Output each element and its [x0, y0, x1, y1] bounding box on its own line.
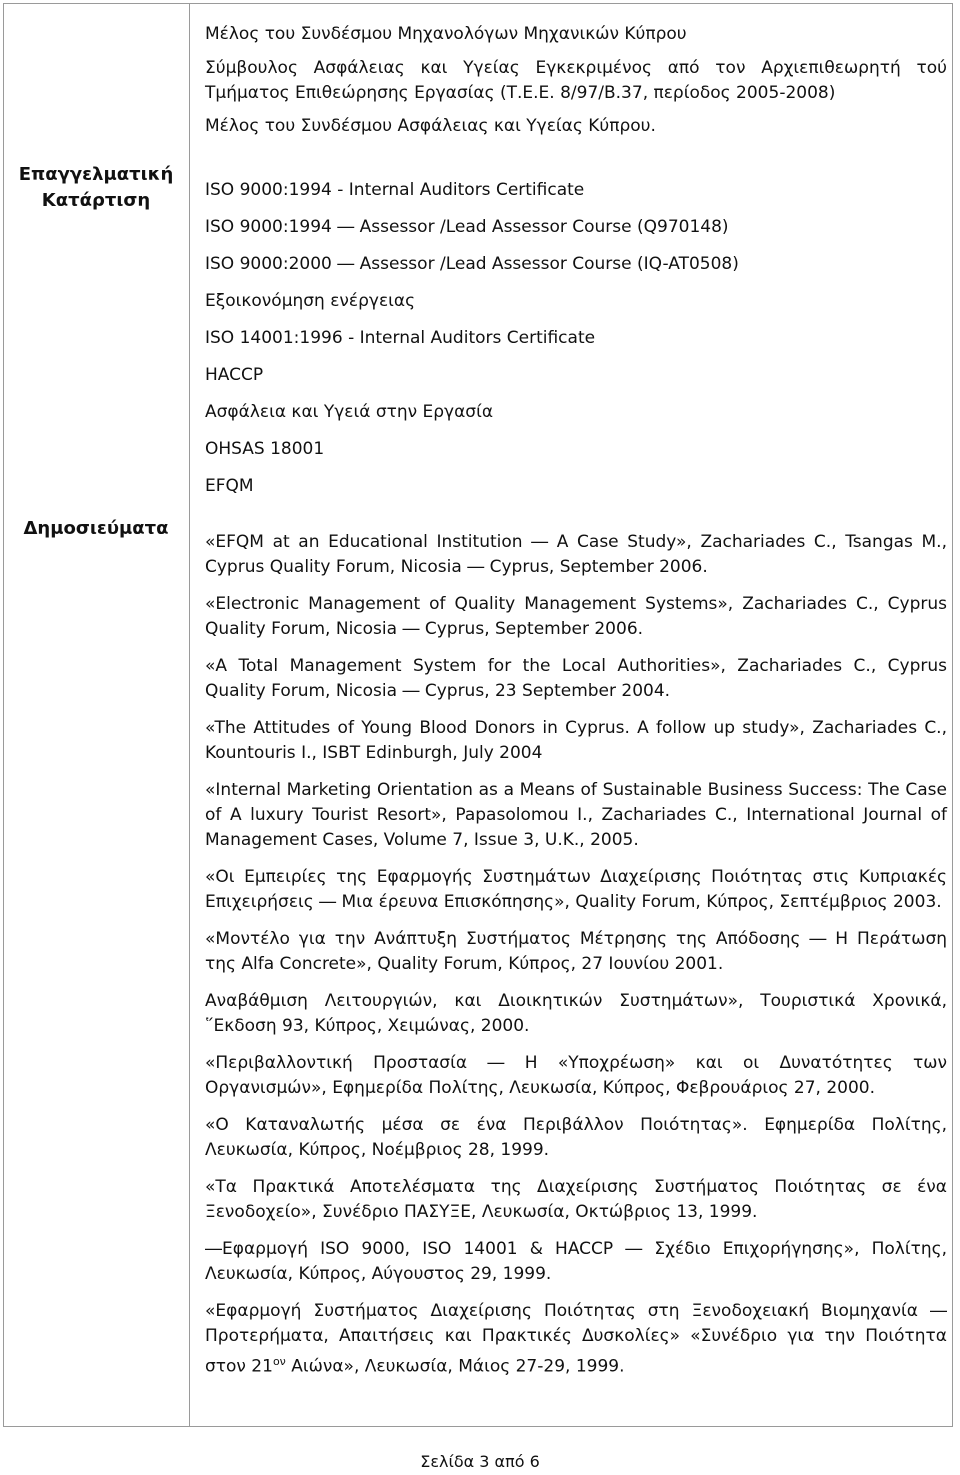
ordinal-superscript: ον: [272, 1355, 286, 1368]
publication-item: «Τα Πρακτικά Αποτελέσματα της Διαχείρισης Συστήματος Ποιότητας σε ένα Ξενοδοχείο», Συνέδριο ΠΑΣΥΞΕ, Λευκωσία, Οκτώβριος 13, 1999.: [205, 1177, 947, 1222]
list-item: Ασφάλεια και Υγειά στην Εργασία: [205, 402, 494, 422]
publication-item: «A Total Management System for the Local Authorities», Zachariades C., Cyprus Quality Forum, Nicosia ― Cyprus, 23 September 2004.: [205, 656, 947, 701]
membership-line: Σύμβουλος Ασφάλειας και Υγείας Εγκεκριμένος από τον Αρχιεπιθεωρητή τού Τμήματος Επιθεώρησης Εργασίας (Τ.Ε.Ε. 8/97/Β.37, περίοδος 2005-2008): [205, 58, 947, 103]
training-section-label: Επαγγελματική Κατάρτιση: [18, 164, 174, 211]
publication-item: «EFQM at an Educational Institution ― A Case Study», Zachariades C., Tsangas M., Cyprus Quality Forum, Nicosia ― Cyprus, September 2006.: [205, 532, 947, 577]
list-item: ISO 9000:2000 ― Assessor /Lead Assessor Course (IQ-AT0508): [205, 254, 739, 274]
publications-list: [205, 530, 947, 1392]
publication-item-last: [205, 1299, 947, 1380]
column-divider: [189, 3, 190, 1427]
list-item: Εξοικονόμηση ενέργειας: [205, 291, 416, 311]
list-item: HACCP: [205, 365, 264, 385]
publication-text: «Εφαρμογή Συστήματος Διαχείρισης Ποιότητας στη Ξενοδοχειακή Βιομηχανία ― Προτερήματα, Απαιτήσεις και Πρακτικές Δυσκολίες» «Συνέδριο για την Ποιότητα στον 21: [205, 1301, 947, 1377]
publication-item: «Οι Εμπειρίες της Εφαρμογής Συστημάτων Διαχείρισης Ποιότητας στις Κυπριακές Επιχειρήσεις ― Μια έρευνα Επισκόπησης», Quality Forum, Κύπρος, Σεπτέμβριος 2003.: [205, 867, 947, 912]
list-item: OHSAS 18001: [205, 439, 325, 459]
membership-line: Μέλος του Συνδέσμου Ασφάλειας και Υγείας Κύπρου.: [205, 116, 656, 136]
training-list: [205, 178, 947, 511]
list-item: ISO 9000:1994 - Internal Auditors Certificate: [205, 180, 585, 200]
publication-item: Αναβάθμιση Λειτουργιών, και Διοικητικών Συστημάτων», Τουριστικά Χρονικά, ῞Εκδοση 93, Κύπρος, Χειμώνας, 2000.: [205, 991, 947, 1036]
list-item: EFQM: [205, 476, 254, 496]
publication-item: «The Attitudes of Young Blood Donors in Cyprus. A follow up study», Zachariades C., Kountouris I., ISBT Edinburgh, July 2004: [205, 718, 947, 763]
publication-item: «Μοντέλο για την Ανάπτυξη Συστήματος Μέτρησης της Απόδοσης ― Η Περάτωση της Alfa Concrete», Quality Forum, Κύπρος, 27 Ιουνίου 2001.: [205, 929, 947, 974]
publication-item: «Ο Καταναλωτής μέσα σε ένα Περιβάλλον Ποιότητας». Εφημερίδα Πολίτης, Λευκωσία, Κύπρος, Νοέμβριος 28, 1999.: [205, 1115, 947, 1160]
list-item: ISO 9000:1994 ― Assessor /Lead Assessor Course (Q970148): [205, 217, 729, 237]
publication-item: ―Εφαρμογή ISO 9000, ISO 14001 & HACCP ― Σχέδιο Επιχορήγησης», Πολίτης, Λευκωσία, Κύπρος, Αύγουστος 29, 1999.: [205, 1239, 947, 1284]
list-item: ISO 14001:1996 - Internal Auditors Certificate: [205, 328, 596, 348]
publication-text: Αιώνα», Λευκωσία, Μάιος 27-29, 1999.: [285, 1356, 625, 1377]
memberships-block: [205, 22, 947, 139]
publication-item: «Περιβαλλοντική Προστασία ― Η «Υποχρέωση» και οι Δυνατότητες των Οργανισμών», Εφημερίδα Πολίτης, Λευκωσία, Κύπρος, Φεβρουάριος 27, 2000.: [205, 1053, 947, 1098]
membership-line: Μέλος του Συνδέσμου Μηχανολόγων Μηχανικών Κύπρου: [205, 24, 687, 44]
publications-section-label: Δημοσιεύματα: [23, 518, 169, 539]
publication-item: «Internal Marketing Orientation as a Means of Sustainable Business Success: The Case of A luxury Tourist Resort», Papasolomou I., Zachariades C., International Journal of Management Cases, Volume 7, Issue 3, U.K., 2005.: [205, 780, 947, 850]
publication-item: «Electronic Management of Quality Management Systems», Zachariades C., Cyprus Quality Forum, Nicosia ― Cyprus, September 2006.: [205, 594, 947, 639]
page-footer: Σελίδα 3 από 6: [420, 1452, 540, 1471]
